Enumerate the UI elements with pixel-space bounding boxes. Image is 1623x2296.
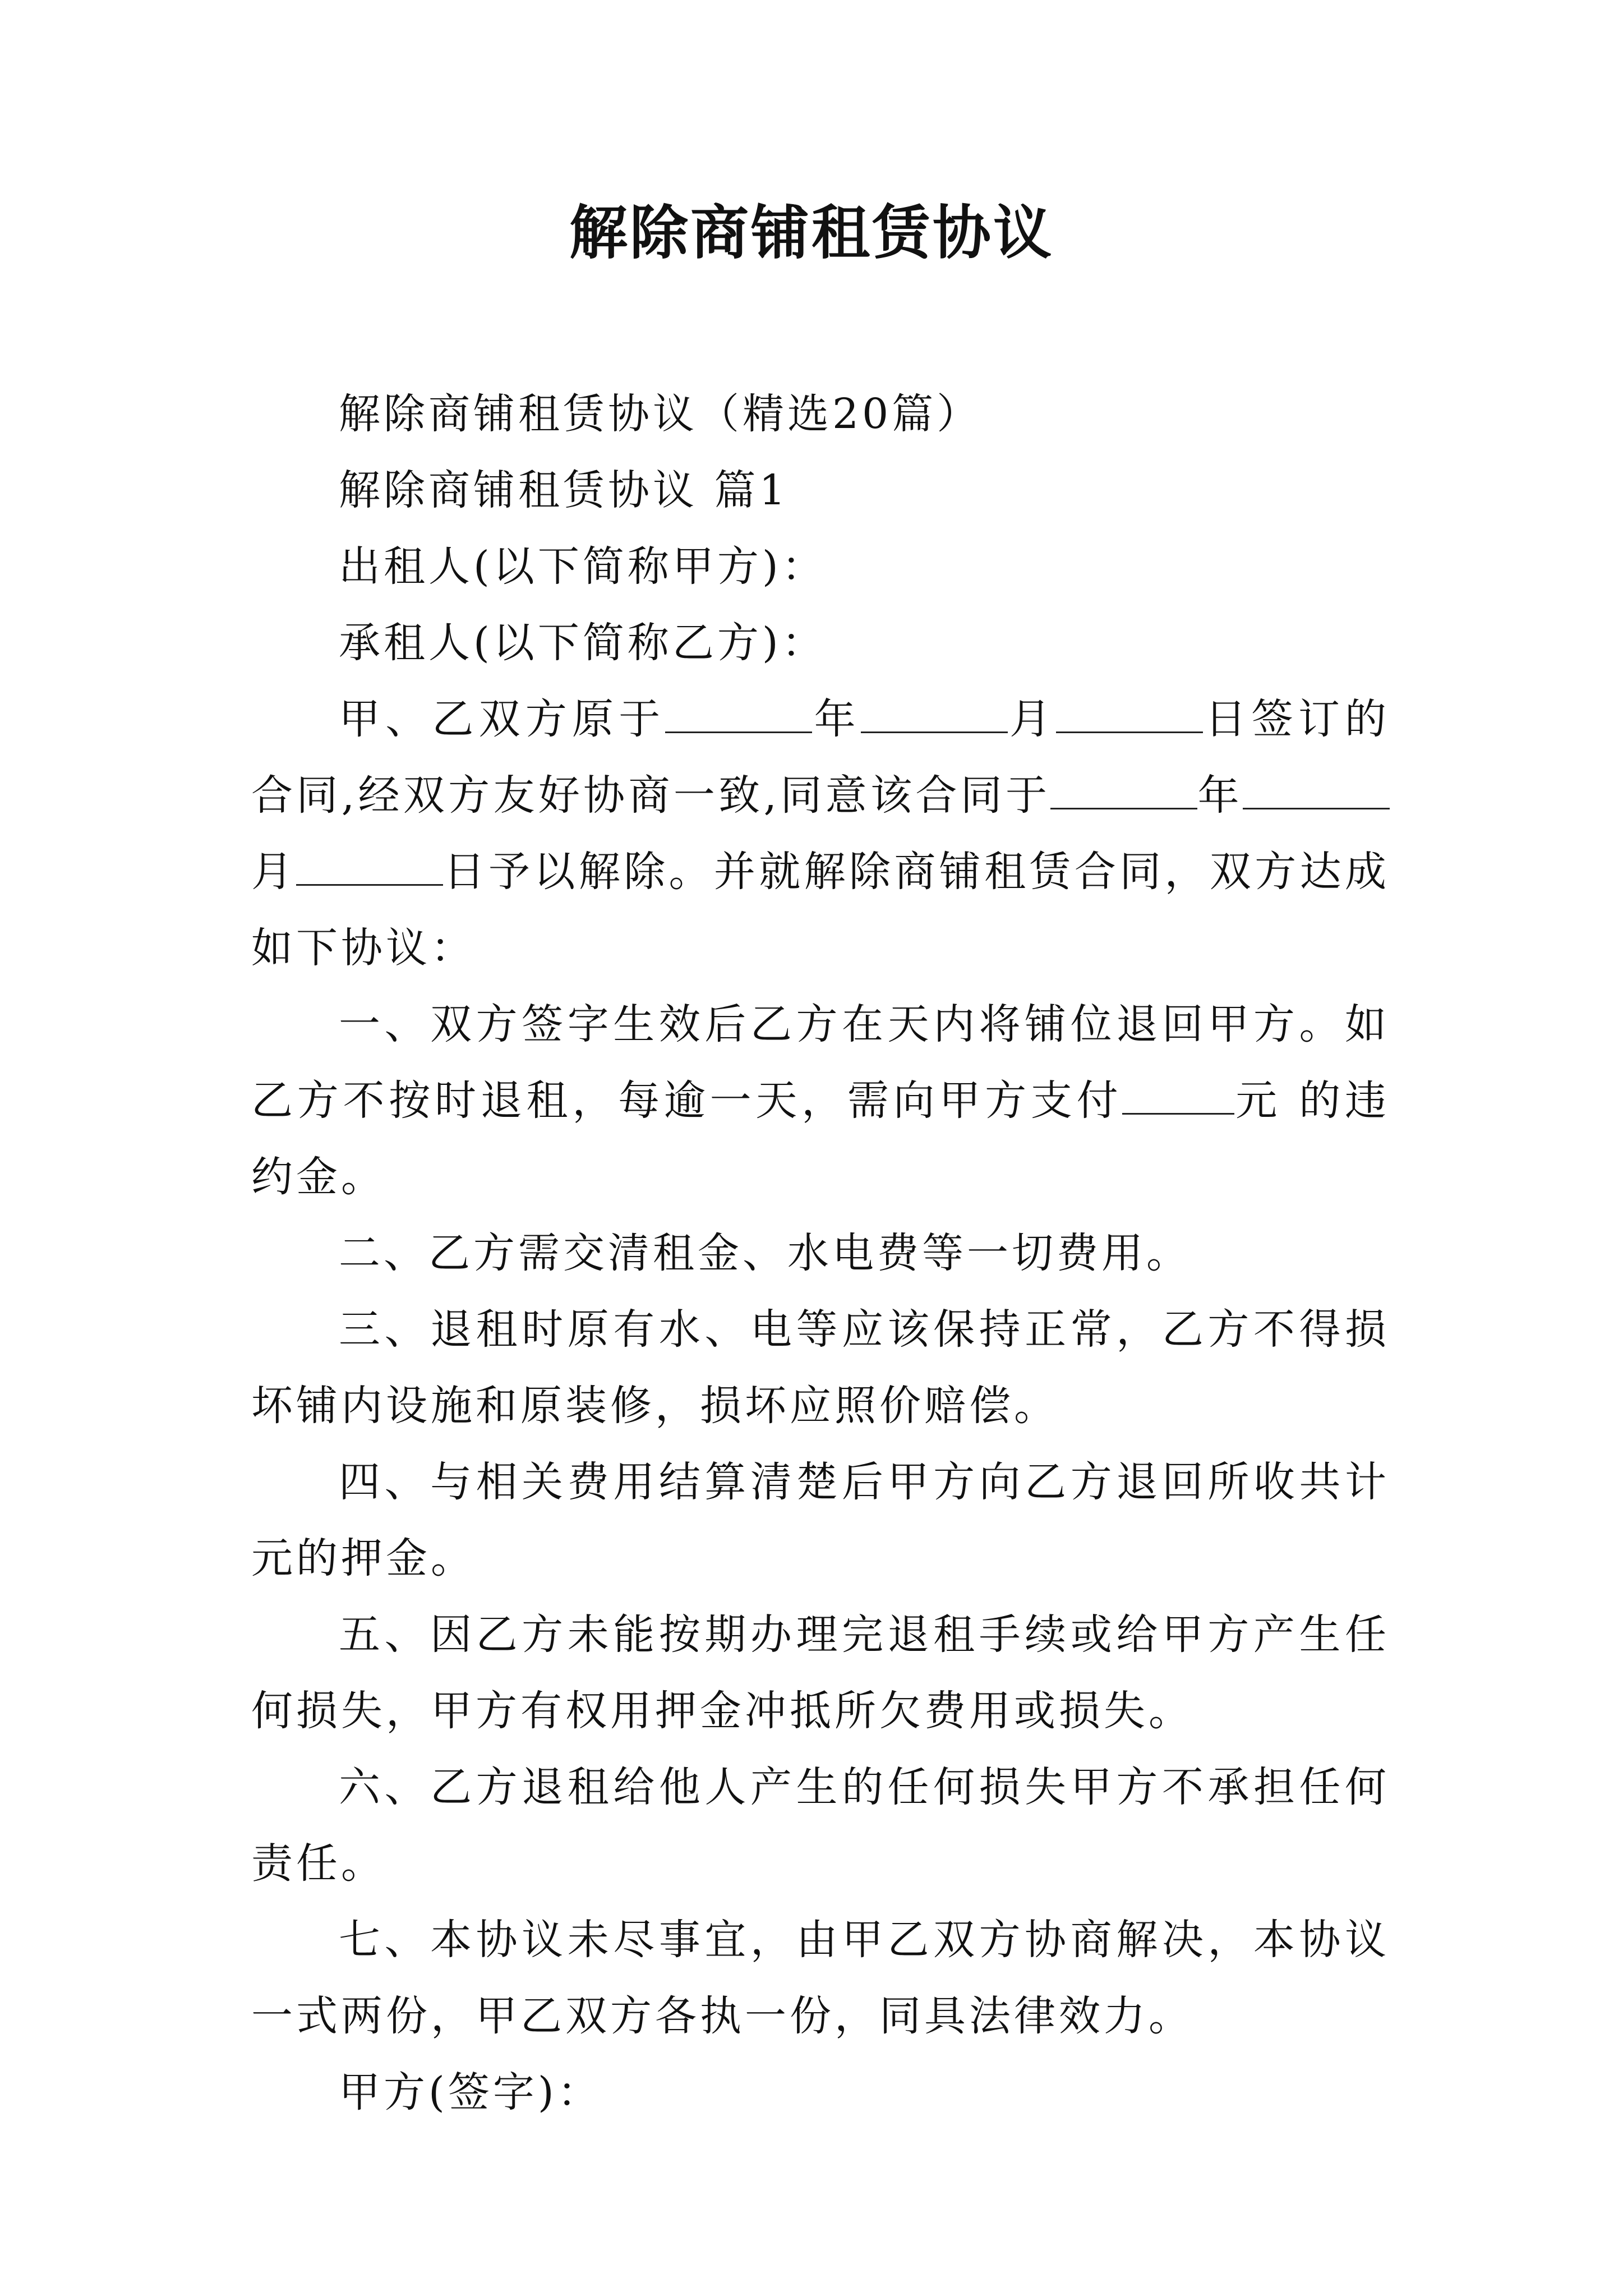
clause-5: 五、因乙方未能按期办理完退租手续或给甲方产生任何损失，甲方有权用押金冲抵所欠费用或损失。 bbox=[251, 1611, 1390, 1735]
intro-text-7: 日予以解除。并就解除商铺租赁合同，双方达成如下协议： bbox=[251, 848, 1390, 972]
intro-text-4: 日签订的合同,经双方友好协商一致,同意该合同于 bbox=[251, 695, 1390, 820]
blank-termination-year bbox=[1050, 773, 1197, 809]
intro-text-2: 年 bbox=[812, 695, 861, 743]
document-title: 解除商铺租赁协议 bbox=[569, 199, 1054, 267]
party-a-signature: 甲方(签字)： bbox=[339, 2068, 602, 2116]
clause-4: 四、与相关费用结算清楚后甲方向乙方退回所收共计元的押金。 bbox=[251, 1458, 1390, 1582]
blank-penalty-amount bbox=[1122, 1078, 1234, 1115]
blank-original-day bbox=[1056, 697, 1203, 733]
blank-original-year bbox=[665, 697, 812, 733]
subtitle: 解除商铺租赁协议（精选20篇） bbox=[339, 390, 982, 438]
intro-text-3: 月 bbox=[1007, 695, 1057, 743]
blank-original-month bbox=[861, 697, 1008, 733]
clause-6: 六、乙方退租给他人产生的任何损失甲方不承担任何责任。 bbox=[251, 1763, 1390, 1888]
blank-termination-month bbox=[1243, 773, 1390, 809]
blank-termination-day bbox=[296, 849, 443, 886]
lessor-line: 出租人(以下简称甲方)： bbox=[339, 542, 827, 591]
clause-7: 七、本协议未尽事宜，由甲乙双方协商解决，本协议一式两份，甲乙双方各执一份，同具法律效力。 bbox=[251, 1916, 1390, 2040]
document-body bbox=[251, 376, 1390, 2131]
clause-2: 二、乙方需交清租金、水电费等一切费用。 bbox=[339, 1229, 1191, 1277]
intro-text-5: 年 bbox=[1197, 771, 1243, 820]
clause-1-text-1: 一、双方签字生效后乙方在天内将铺位退回甲方。如乙方不按时退租，每逾一天，需向甲方支付 bbox=[251, 1000, 1390, 1125]
clause-3: 三、退租时原有水、电等应该保持正常，乙方不得损坏铺内设施和原装修，损坏应照价赔偿。 bbox=[251, 1305, 1390, 1430]
clause-1-text-2: 元 的违约金。 bbox=[251, 1076, 1390, 1201]
lessee-line: 承租人(以下简称乙方)： bbox=[339, 619, 827, 667]
intro-text-6: 月 bbox=[251, 848, 297, 896]
intro-text-1: 甲、乙双方原于 bbox=[339, 695, 666, 743]
chapter-heading: 解除商铺租赁协议 篇1 bbox=[339, 466, 789, 514]
intro-paragraph bbox=[251, 681, 1390, 986]
clause-1 bbox=[251, 986, 1390, 1215]
